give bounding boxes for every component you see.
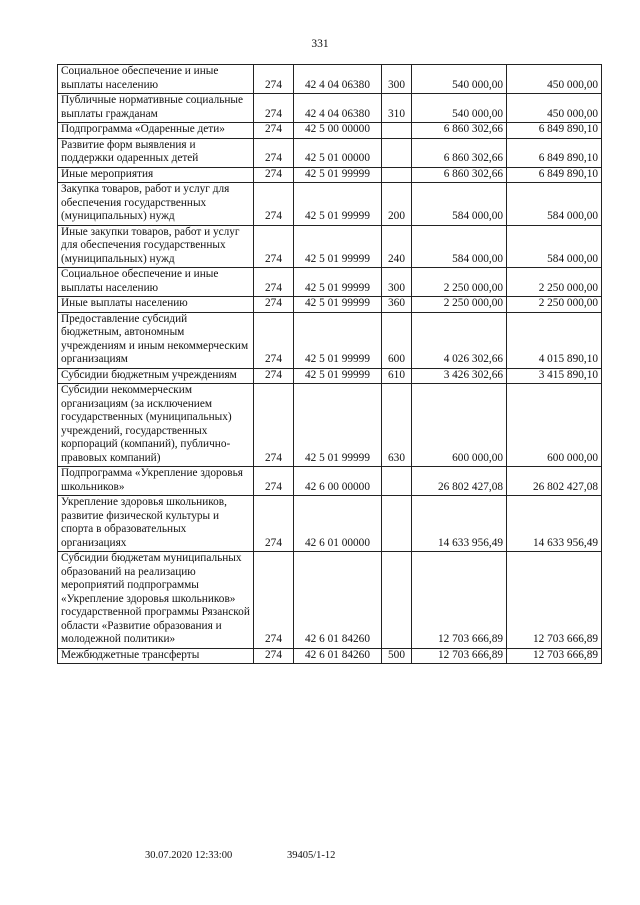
table-row [58,225,602,268]
row-expense-type: 310 [382,94,412,123]
row-sum-first-year: 14 633 956,49 [412,496,507,552]
row-department-code: 274 [254,183,294,226]
table-row [58,183,602,226]
budget-table-body [58,65,602,664]
row-sum-second-year: 450 000,00 [507,94,602,123]
row-expense-type: 610 [382,368,412,384]
table-row [58,467,602,496]
table-row [58,552,602,649]
row-department-code: 274 [254,648,294,664]
row-target-article: 42 5 01 99999 [294,167,382,183]
row-name: Предоставление субсидий бюджетным, автономным учреждениям и иным некоммерческим организациям [58,312,254,368]
row-expense-type [382,138,412,167]
row-expense-type: 200 [382,183,412,226]
row-sum-first-year: 584 000,00 [412,183,507,226]
row-sum-first-year: 600 000,00 [412,384,507,467]
row-expense-type: 360 [382,297,412,313]
row-department-code: 274 [254,467,294,496]
row-target-article: 42 5 01 00000 [294,138,382,167]
row-sum-first-year: 584 000,00 [412,225,507,268]
row-target-article: 42 5 01 99999 [294,225,382,268]
row-name: Социальное обеспечение и иные выплаты населению [58,65,254,94]
row-sum-first-year: 6 860 302,66 [412,167,507,183]
row-department-code: 274 [254,167,294,183]
row-name: Укрепление здоровья школьников, развитие физической культуры и спорта в образовательных организациях [58,496,254,552]
row-sum-first-year: 3 426 302,66 [412,368,507,384]
row-sum-second-year: 600 000,00 [507,384,602,467]
row-name: Субсидии бюджетным учреждениям [58,368,254,384]
row-name: Иные выплаты населению [58,297,254,313]
row-sum-first-year: 12 703 666,89 [412,648,507,664]
row-sum-first-year: 2 250 000,00 [412,297,507,313]
document-id: 39405/1-12 [287,850,336,861]
row-sum-first-year: 6 860 302,66 [412,138,507,167]
row-sum-second-year: 584 000,00 [507,225,602,268]
row-department-code: 274 [254,138,294,167]
row-sum-first-year: 12 703 666,89 [412,552,507,649]
row-target-article: 42 6 00 00000 [294,467,382,496]
print-timestamp: 30.07.2020 12:33:00 [145,850,233,861]
row-sum-second-year: 6 849 890,10 [507,138,602,167]
row-expense-type: 600 [382,312,412,368]
row-expense-type [382,467,412,496]
row-target-article: 42 4 04 06380 [294,94,382,123]
row-sum-second-year: 6 849 890,10 [507,167,602,183]
row-expense-type [382,496,412,552]
row-name: Развитие форм выявления и поддержки одаренных детей [58,138,254,167]
row-name: Субсидии некоммерческим организациям (за исключением государственных (муниципальных) учреждений, государственных корпораций (компаний), публично-правовых компаний) [58,384,254,467]
row-sum-second-year: 3 415 890,10 [507,368,602,384]
row-name: Закупка товаров, работ и услуг для обеспечения государственных (муниципальных) нужд [58,183,254,226]
row-target-article: 42 4 04 06380 [294,65,382,94]
row-name: Подпрограмма «Укрепление здоровья школьников» [58,467,254,496]
row-department-code: 274 [254,312,294,368]
row-sum-second-year: 12 703 666,89 [507,552,602,649]
row-expense-type [382,167,412,183]
row-target-article: 42 5 01 99999 [294,384,382,467]
row-target-article: 42 6 01 00000 [294,496,382,552]
row-sum-first-year: 540 000,00 [412,65,507,94]
table-row [58,167,602,183]
row-name: Социальное обеспечение и иные выплаты населению [58,268,254,297]
row-department-code: 274 [254,384,294,467]
table-row [58,312,602,368]
row-name: Субсидии бюджетам муниципальных образований на реализацию мероприятий подпрограммы «Укрепление здоровья школьников» государственной программы Рязанской области «Развитие образования и молодежной политики» [58,552,254,649]
row-name: Иные мероприятия [58,167,254,183]
row-department-code: 274 [254,368,294,384]
table-row [58,123,602,139]
row-sum-second-year: 584 000,00 [507,183,602,226]
row-expense-type [382,552,412,649]
table-row [58,65,602,94]
row-sum-second-year: 6 849 890,10 [507,123,602,139]
row-target-article: 42 5 00 00000 [294,123,382,139]
row-sum-second-year: 14 633 956,49 [507,496,602,552]
table-row [58,297,602,313]
row-target-article: 42 5 01 99999 [294,268,382,297]
table-row [58,268,602,297]
row-sum-first-year: 540 000,00 [412,94,507,123]
table-row [58,368,602,384]
row-expense-type: 500 [382,648,412,664]
row-name: Иные закупки товаров, работ и услуг для обеспечения государственных (муниципальных) нужд [58,225,254,268]
row-target-article: 42 5 01 99999 [294,297,382,313]
row-sum-second-year: 2 250 000,00 [507,297,602,313]
row-name: Подпрограмма «Одаренные дети» [58,123,254,139]
row-department-code: 274 [254,552,294,649]
row-department-code: 274 [254,496,294,552]
row-expense-type [382,123,412,139]
table-row [58,648,602,664]
row-sum-first-year: 2 250 000,00 [412,268,507,297]
row-name: Межбюджетные трансферты [58,648,254,664]
row-sum-first-year: 26 802 427,08 [412,467,507,496]
budget-table [57,64,602,664]
row-sum-second-year: 26 802 427,08 [507,467,602,496]
row-department-code: 274 [254,297,294,313]
row-expense-type: 630 [382,384,412,467]
table-row [58,94,602,123]
row-expense-type: 240 [382,225,412,268]
row-target-article: 42 5 01 99999 [294,368,382,384]
page-number: 331 [311,38,329,50]
row-department-code: 274 [254,268,294,297]
row-department-code: 274 [254,65,294,94]
row-target-article: 42 6 01 84260 [294,552,382,649]
table-row [58,496,602,552]
row-department-code: 274 [254,123,294,139]
row-sum-second-year: 2 250 000,00 [507,268,602,297]
row-expense-type: 300 [382,65,412,94]
row-sum-first-year: 6 860 302,66 [412,123,507,139]
row-target-article: 42 5 01 99999 [294,183,382,226]
row-sum-second-year: 4 015 890,10 [507,312,602,368]
table-row [58,138,602,167]
row-target-article: 42 6 01 84260 [294,648,382,664]
row-department-code: 274 [254,225,294,268]
table-row [58,384,602,467]
row-sum-first-year: 4 026 302,66 [412,312,507,368]
row-expense-type: 300 [382,268,412,297]
row-sum-second-year: 450 000,00 [507,65,602,94]
row-name: Публичные нормативные социальные выплаты гражданам [58,94,254,123]
row-department-code: 274 [254,94,294,123]
row-sum-second-year: 12 703 666,89 [507,648,602,664]
row-target-article: 42 5 01 99999 [294,312,382,368]
